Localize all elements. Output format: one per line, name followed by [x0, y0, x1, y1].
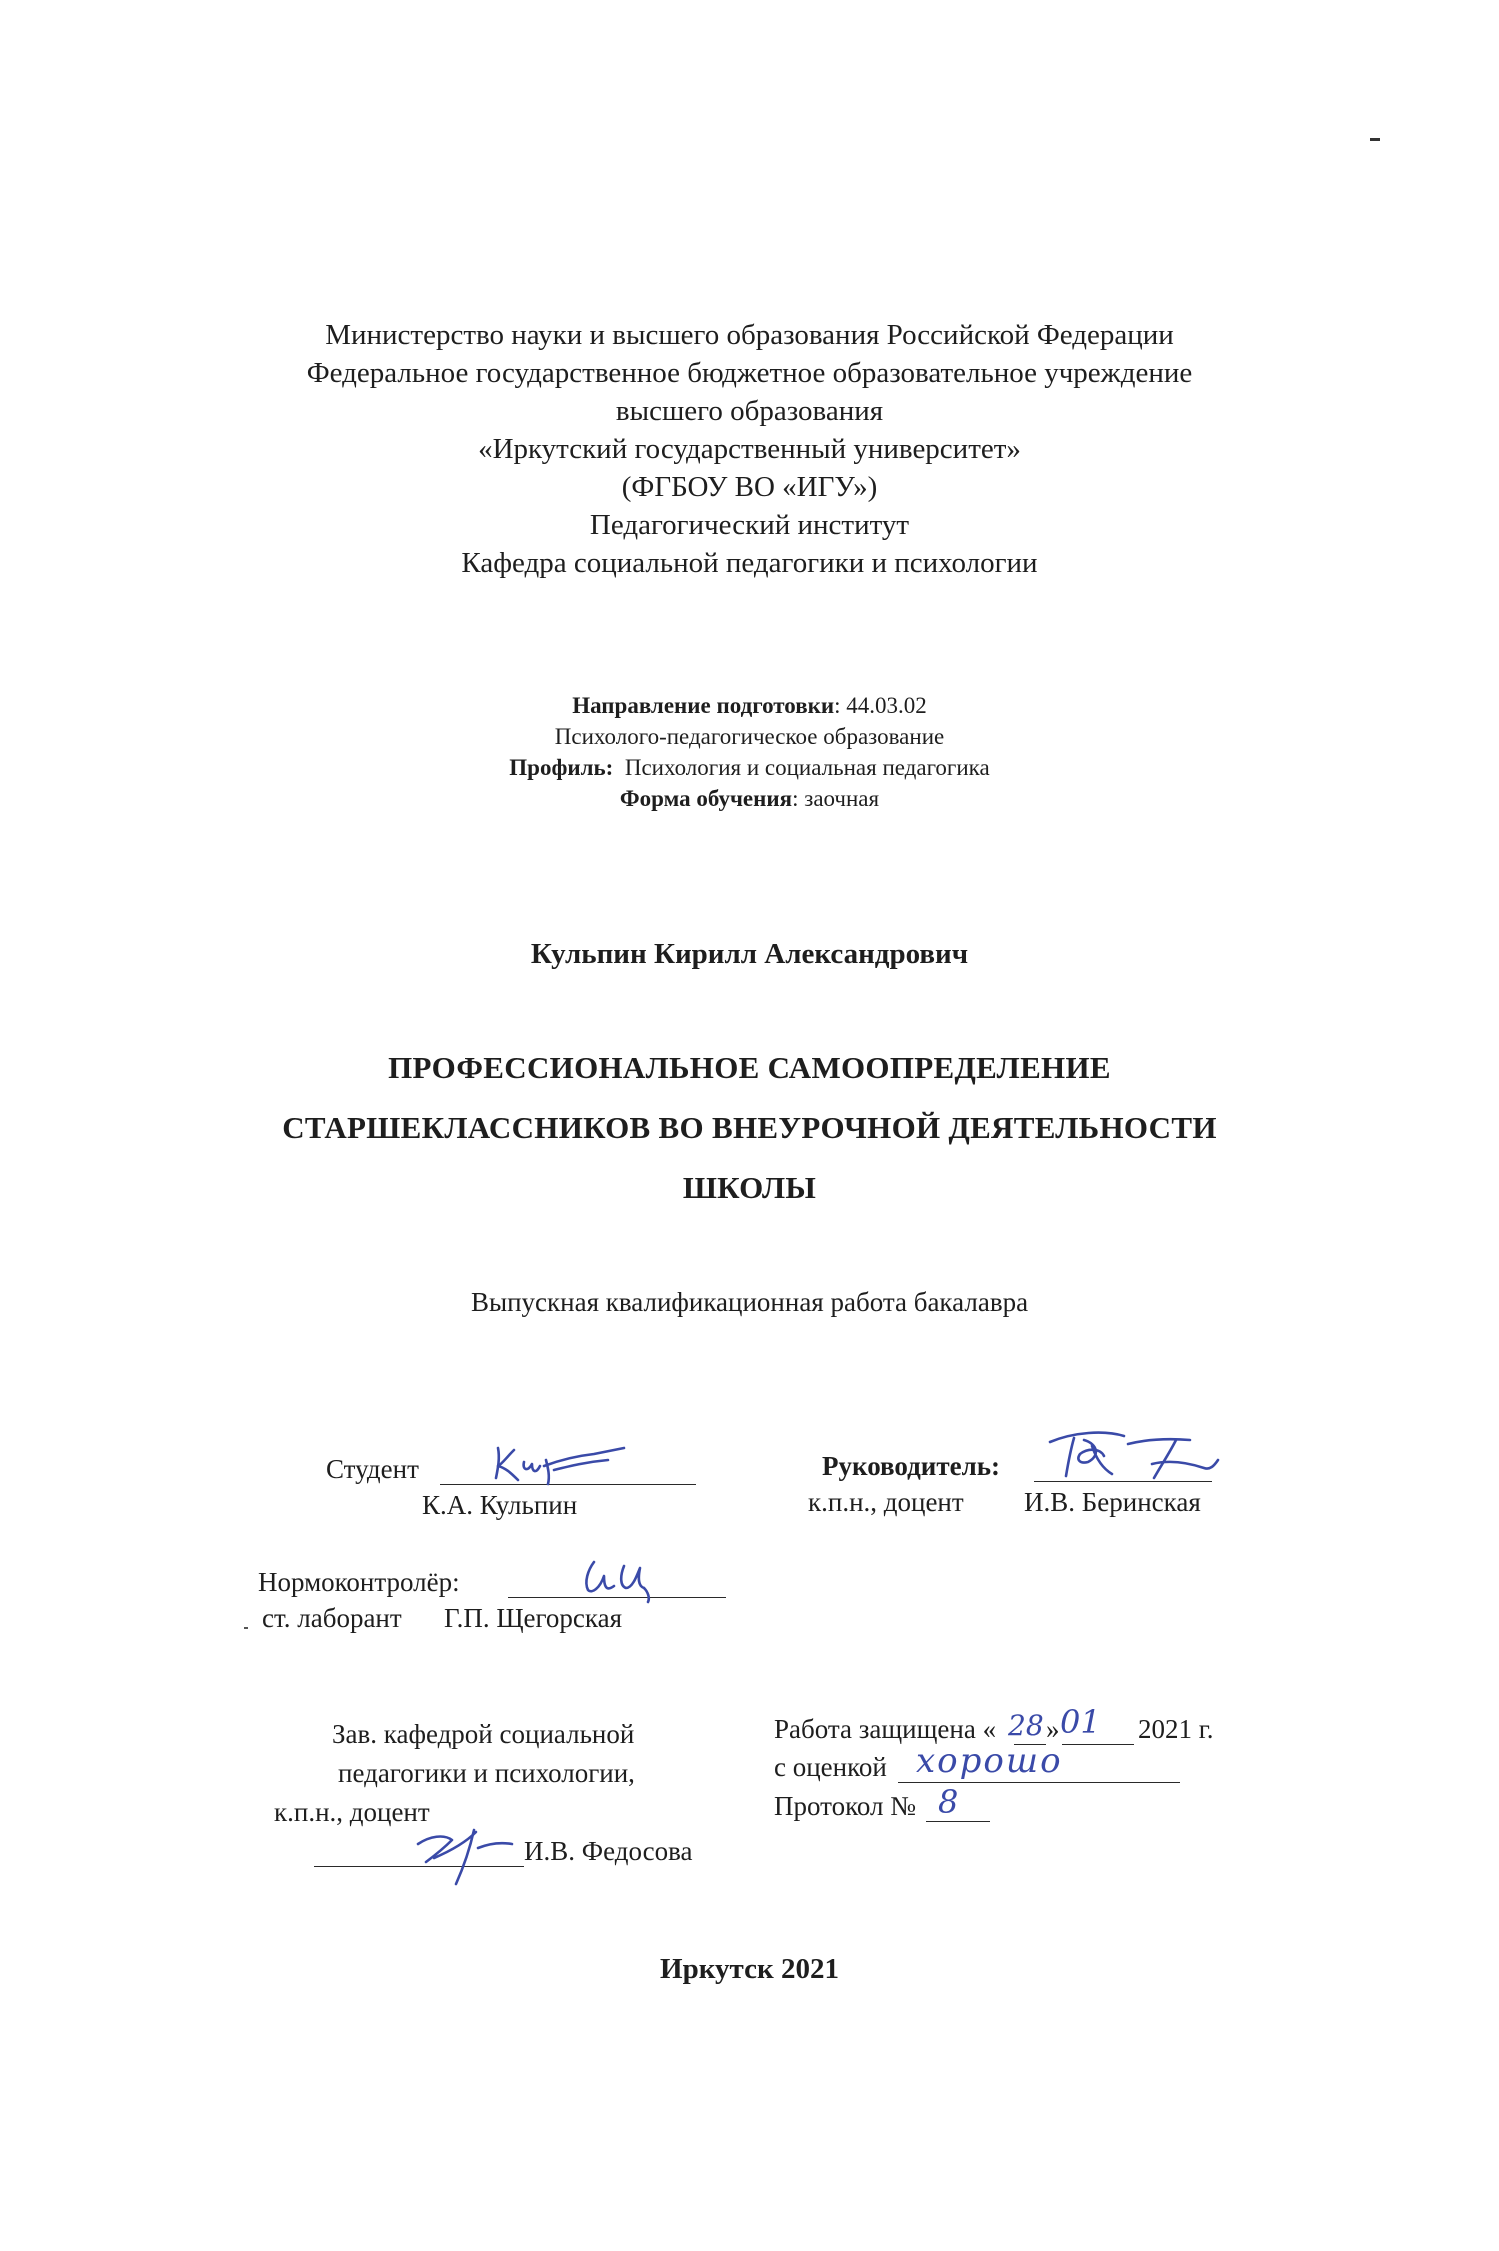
direction-line — [0, 691, 1499, 721]
title-line-3: ШКОЛЫ — [682, 1170, 817, 1205]
profile-label: Профиль: — [509, 755, 614, 780]
defense-day-handwritten: 28 — [1008, 1709, 1044, 1742]
study-form-value: : заочная — [792, 786, 880, 811]
head-title-line-1: Зав. кафедрой социальной — [332, 1719, 635, 1749]
normcontrol-name: Г.П. Щегорская — [444, 1603, 623, 1633]
normcontrol-signature — [580, 1556, 680, 1604]
supervisor-degree: к.п.н., доцент — [808, 1487, 964, 1517]
supervisor-name: И.В. Беринская — [1024, 1487, 1201, 1517]
defended-label: Работа защищена « — [774, 1714, 997, 1744]
defended-quote-close: » — [1046, 1714, 1060, 1744]
normcontrol-label: Нормоконтролёр: — [258, 1567, 460, 1597]
profile-line — [0, 753, 1499, 783]
protocol-label: Протокол № — [774, 1791, 916, 1821]
direction-name: Психолого-педагогическое образование — [554, 724, 945, 749]
scan-artifact-dash — [1370, 138, 1380, 141]
protocol-number-handwritten: 8 — [938, 1783, 959, 1821]
study-form-label: Форма обучения — [619, 786, 793, 811]
supervisor-label: Руководитель: — [822, 1451, 1001, 1481]
head-title-line-2: педагогики и психологии, — [338, 1758, 635, 1788]
supervisor-signature — [1044, 1424, 1224, 1484]
normcontrol-position: ст. лаборант — [262, 1603, 402, 1633]
city-year: Иркутск 2021 — [660, 1953, 839, 1985]
grade-handwritten: хорошо — [916, 1741, 1063, 1781]
student-name: К.А. Кульпин — [422, 1490, 578, 1520]
head-name: И.В. Федосова — [524, 1836, 693, 1866]
defense-month-handwritten: 01 — [1060, 1703, 1101, 1741]
direction-value: : 44.03.02 — [834, 693, 927, 718]
head-degree: к.п.н., доцент — [274, 1797, 430, 1827]
direction-label: Направление подготовки — [572, 693, 835, 718]
university-abbrev-line: (ФГБОУ ВО «ИГУ») — [621, 471, 878, 503]
title-line-1: ПРОФЕССИОНАЛЬНОЕ САМООПРЕДЕЛЕНИЕ — [388, 1050, 1111, 1085]
defended-year: 2021 г. — [1138, 1714, 1214, 1744]
profile-value: Психология и социальная педагогика — [613, 755, 990, 780]
protocol-line — [926, 1821, 990, 1822]
institute-line: Педагогический институт — [589, 509, 910, 541]
student-label: Студент — [326, 1454, 419, 1484]
university-name-line: «Иркутский государственный университет» — [478, 433, 1021, 465]
study-form-line — [0, 784, 1499, 814]
institution-type-line: Федеральное государственное бюджетное образовательное учреждение — [306, 357, 1193, 389]
defended-month-line — [1062, 1744, 1134, 1745]
head-signature — [408, 1818, 518, 1888]
department-line: Кафедра социальной педагогики и психологии — [461, 547, 1038, 579]
grade-label: с оценкой — [774, 1752, 887, 1782]
education-level-line: высшего образования — [615, 395, 884, 427]
work-type: Выпускная квалификационная работа бакалавра — [470, 1287, 1029, 1317]
author-name: Кульпин Кирилл Александрович — [530, 938, 969, 970]
ministry-line: Министерство науки и высшего образования Российской Федерации — [325, 319, 1174, 351]
title-line-2: СТАРШЕКЛАССНИКОВ ВО ВНЕУРОЧНОЙ ДЕЯТЕЛЬНОСТИ — [282, 1110, 1217, 1145]
scan-artifact-tick — [244, 1627, 248, 1629]
student-signature — [490, 1440, 630, 1486]
